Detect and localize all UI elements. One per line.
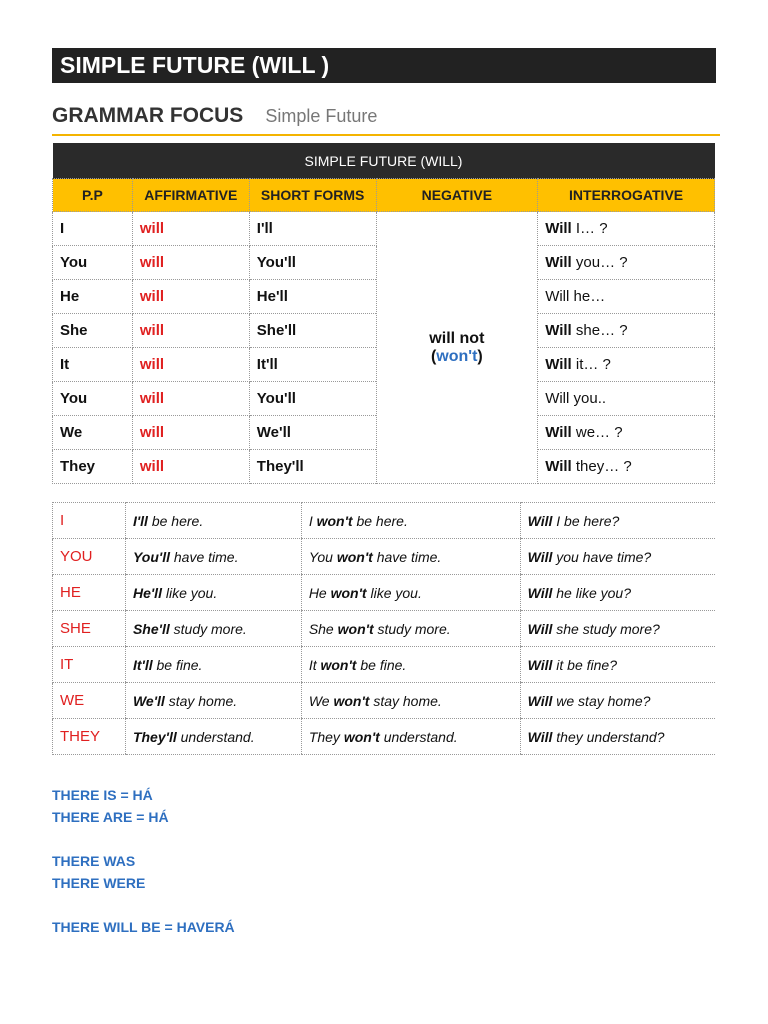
short-form-cell: It'll <box>249 348 376 382</box>
example-text: be here. <box>147 512 204 529</box>
header-interrogative: INTERROGATIVE <box>538 179 715 212</box>
example-contraction: won't <box>337 620 374 637</box>
example-pronoun: WE <box>53 683 126 719</box>
example-contraction: won't <box>343 728 380 745</box>
example-affirmative <box>125 611 301 647</box>
example-contraction: I'll <box>132 512 148 529</box>
note-line: THERE ARE = HÁ <box>52 809 169 825</box>
example-row <box>53 539 716 575</box>
example-negative <box>301 539 520 575</box>
example-auxiliary: Will <box>527 620 553 637</box>
short-form-cell: We'll <box>249 416 376 450</box>
negative-contraction-line <box>377 348 538 366</box>
interrogative-cell <box>538 246 715 280</box>
example-text: like you. <box>161 584 218 601</box>
affirmative-cell: will <box>132 416 249 450</box>
pronoun-cell: We <box>53 416 133 450</box>
example-row <box>53 647 716 683</box>
example-contraction: won't <box>316 512 353 529</box>
example-text: have time. <box>372 548 442 565</box>
example-text: They <box>308 728 344 745</box>
short-form-cell: She'll <box>249 314 376 348</box>
affirmative-cell: will <box>132 450 249 484</box>
header-pp: P.P <box>53 179 133 212</box>
short-form-cell: I'll <box>249 212 376 246</box>
example-text: It <box>308 656 321 673</box>
example-contraction: won't <box>330 584 367 601</box>
example-auxiliary: Will <box>527 512 553 529</box>
example-contraction: won't <box>333 692 370 709</box>
affirmative-cell: will <box>132 348 249 382</box>
pronoun-cell: They <box>53 450 133 484</box>
example-affirmative <box>125 683 301 719</box>
example-row <box>53 683 716 719</box>
negative-main: will not <box>429 329 485 347</box>
example-text: it be fine? <box>552 656 617 673</box>
example-contraction: We'll <box>132 692 165 709</box>
note-line: THERE IS = HÁ <box>52 787 153 803</box>
example-row <box>53 575 716 611</box>
short-form-cell: You'll <box>249 382 376 416</box>
pronoun-cell: You <box>53 382 133 416</box>
example-text: He <box>308 584 331 601</box>
short-form-cell: They'll <box>249 450 376 484</box>
example-row <box>53 719 716 755</box>
grammar-focus-label: GRAMMAR FOCUS <box>52 104 244 127</box>
example-negative <box>301 647 520 683</box>
example-text: study more. <box>373 620 451 637</box>
example-text: stay home. <box>369 692 442 709</box>
affirmative-cell: will <box>132 382 249 416</box>
example-auxiliary: Will <box>527 728 553 745</box>
interrogative-rest: Will you.. <box>545 390 607 407</box>
interrogative-cell <box>538 450 715 484</box>
interrogative-cell <box>538 314 715 348</box>
negative-contraction: won't <box>436 347 478 365</box>
example-pronoun: SHE <box>53 611 126 647</box>
header-short-forms: SHORT FORMS <box>249 179 376 212</box>
example-negative <box>301 575 520 611</box>
table-row <box>53 212 715 246</box>
example-question <box>520 503 715 539</box>
example-affirmative <box>125 647 301 683</box>
example-text: be fine. <box>356 656 407 673</box>
interrogative-bold: Will <box>545 424 572 441</box>
example-affirmative <box>125 719 301 755</box>
grammar-focus-heading <box>52 104 377 128</box>
example-pronoun: HE <box>53 575 126 611</box>
example-contraction: It'll <box>132 656 153 673</box>
example-affirmative <box>125 503 301 539</box>
example-contraction: They'll <box>132 728 177 745</box>
interrogative-bold: Will <box>545 220 572 237</box>
affirmative-cell: will <box>132 246 249 280</box>
example-auxiliary: Will <box>527 584 553 601</box>
pronoun-cell: She <box>53 314 133 348</box>
interrogative-rest: it… ? <box>571 356 611 373</box>
example-text: You <box>308 548 337 565</box>
example-auxiliary: Will <box>527 548 553 565</box>
example-text: we stay home? <box>552 692 651 709</box>
example-text: you have time? <box>552 548 652 565</box>
interrogative-rest: I… ? <box>571 220 608 237</box>
example-text: they understand? <box>552 728 665 745</box>
example-affirmative <box>125 575 301 611</box>
interrogative-bold: Will <box>545 254 572 271</box>
interrogative-cell <box>538 348 715 382</box>
example-text: understand. <box>176 728 255 745</box>
interrogative-cell <box>538 382 715 416</box>
example-text: We <box>308 692 334 709</box>
interrogative-rest: we… ? <box>571 424 623 441</box>
example-contraction: He'll <box>132 584 162 601</box>
pronoun-cell: I <box>53 212 133 246</box>
example-negative <box>301 611 520 647</box>
header-negative: NEGATIVE <box>376 179 538 212</box>
example-auxiliary: Will <box>527 656 553 673</box>
example-contraction: won't <box>320 656 357 673</box>
grammar-focus-topic: Simple Future <box>265 106 378 126</box>
example-text: stay home. <box>164 692 238 709</box>
example-negative <box>301 719 520 755</box>
example-pronoun: YOU <box>53 539 126 575</box>
example-text: She <box>308 620 338 637</box>
example-row <box>53 611 716 647</box>
example-contraction: won't <box>336 548 373 565</box>
example-auxiliary: Will <box>527 692 553 709</box>
interrogative-rest: Will he… <box>545 288 606 305</box>
short-form-cell: You'll <box>249 246 376 280</box>
example-negative <box>301 683 520 719</box>
example-question <box>520 647 715 683</box>
example-question <box>520 611 715 647</box>
example-contraction: She'll <box>132 620 170 637</box>
paren-close: ) <box>477 347 483 365</box>
example-text: study more. <box>169 620 247 637</box>
example-row <box>53 503 716 539</box>
interrogative-bold: Will <box>545 356 572 373</box>
negative-cell <box>376 212 538 484</box>
example-pronoun: IT <box>53 647 126 683</box>
note-line: THERE WAS <box>52 853 136 869</box>
interrogative-rest: you… ? <box>571 254 628 271</box>
example-text: I <box>308 512 317 529</box>
affirmative-cell: will <box>132 280 249 314</box>
example-negative <box>301 503 520 539</box>
example-text: she study more? <box>552 620 660 637</box>
example-affirmative <box>125 539 301 575</box>
header-affirmative: AFFIRMATIVE <box>132 179 249 212</box>
page-title: SIMPLE FUTURE (WILL ) <box>52 48 716 83</box>
examples-table <box>52 502 715 755</box>
heading-underline <box>52 134 720 136</box>
affirmative-cell: will <box>132 212 249 246</box>
example-text: he like you? <box>552 584 631 601</box>
note-line: THERE WERE <box>52 875 146 891</box>
short-form-cell: He'll <box>249 280 376 314</box>
example-pronoun: I <box>53 503 126 539</box>
pronoun-cell: He <box>53 280 133 314</box>
interrogative-rest: she… ? <box>571 322 628 339</box>
example-text: be fine. <box>152 656 203 673</box>
interrogative-rest: they… ? <box>571 458 632 475</box>
note-line: THERE WILL BE = HAVERÁ <box>52 919 235 935</box>
conjugation-table-caption: SIMPLE FUTURE (WILL) <box>53 143 715 179</box>
conjugation-table-header <box>53 179 715 212</box>
example-pronoun: THEY <box>53 719 126 755</box>
example-text: like you. <box>366 584 422 601</box>
example-text: understand. <box>379 728 458 745</box>
interrogative-bold: Will <box>545 458 572 475</box>
example-text: have time. <box>169 548 239 565</box>
interrogative-bold: Will <box>545 322 572 339</box>
example-contraction: You'll <box>132 548 170 565</box>
interrogative-cell <box>538 416 715 450</box>
interrogative-cell <box>538 280 715 314</box>
example-question <box>520 575 715 611</box>
affirmative-cell: will <box>132 314 249 348</box>
conjugation-table <box>52 143 715 484</box>
interrogative-cell <box>538 212 715 246</box>
example-text: I be here? <box>552 512 620 529</box>
example-question <box>520 683 715 719</box>
pronoun-cell: You <box>53 246 133 280</box>
pronoun-cell: It <box>53 348 133 382</box>
example-question <box>520 539 715 575</box>
example-question <box>520 719 715 755</box>
paren-open: ( <box>430 347 437 365</box>
there-be-notes <box>52 784 235 938</box>
example-text: be here. <box>352 512 408 529</box>
